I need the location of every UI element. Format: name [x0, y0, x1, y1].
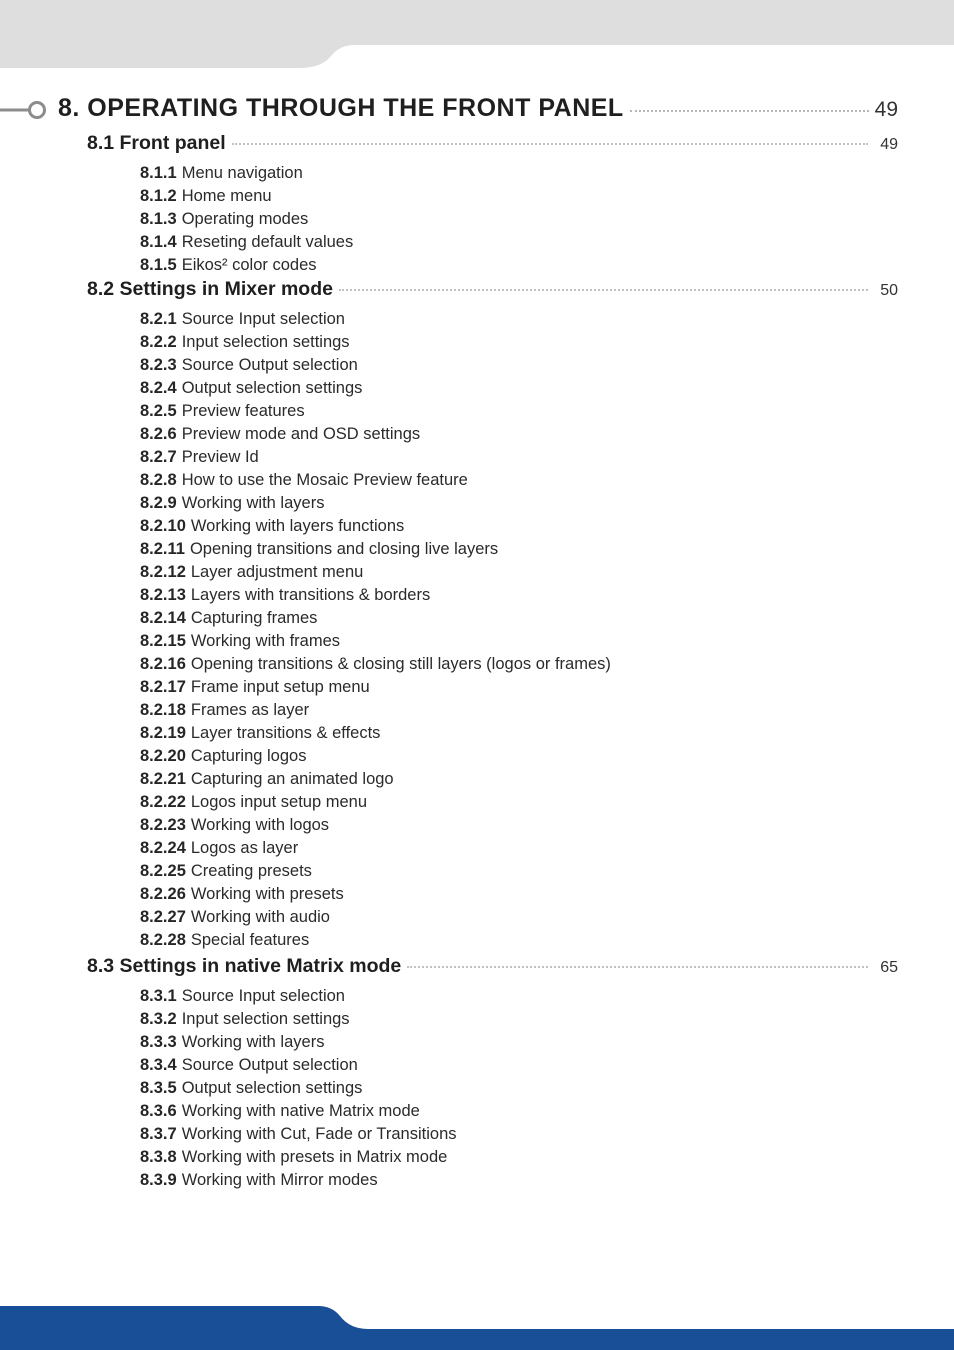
subsection-label: Working with presets in Matrix mode	[181, 1148, 448, 1166]
subsection-number: 8.2.2	[140, 333, 177, 351]
subsection-number: 8.2.18	[140, 701, 186, 719]
subsection-entry[interactable]	[140, 377, 898, 400]
subsection-number: 8.2.20	[140, 747, 186, 765]
subsection-number: 8.2.5	[140, 402, 177, 420]
section-heading-row[interactable]	[87, 132, 898, 162]
subsection-label: Opening transitions and closing live layers	[189, 540, 499, 558]
section-heading-row[interactable]	[87, 278, 898, 308]
subsection-number: 8.2.23	[140, 816, 186, 834]
subsection-number: 8.3.2	[140, 1010, 177, 1028]
subsection-number: 8.3.6	[140, 1102, 177, 1120]
section-title: 8.3 Settings in native Matrix mode	[87, 955, 402, 977]
subsection-label: Output selection settings	[181, 379, 363, 397]
subsection-number: 8.3.8	[140, 1148, 177, 1166]
chapter-page-number: 49	[874, 98, 898, 121]
subsection-label: Working with layers	[181, 494, 325, 512]
subsection-entry[interactable]	[140, 791, 898, 814]
subsection-label: Preview Id	[181, 448, 259, 466]
subsection-number: 8.2.25	[140, 862, 186, 880]
subsection-entry[interactable]	[140, 745, 898, 768]
subsection-entry[interactable]	[140, 208, 898, 231]
subsection-entry[interactable]	[140, 814, 898, 837]
chapter-title: 8. OPERATING THROUGH THE FRONT PANEL	[58, 94, 624, 122]
dot-leader	[630, 110, 869, 112]
subsection-entry[interactable]	[140, 653, 898, 676]
subsection-number: 8.2.3	[140, 356, 177, 374]
section-heading-row[interactable]	[87, 955, 898, 985]
subsection-label: Working with frames	[190, 632, 341, 650]
subsection-entry[interactable]	[140, 860, 898, 883]
subsection-label: Working with layers functions	[190, 517, 405, 535]
subsection-number: 8.2.7	[140, 448, 177, 466]
subsection-label: Working with presets	[190, 885, 344, 903]
subsection-number: 8.1.5	[140, 256, 177, 274]
subsection-number: 8.1.4	[140, 233, 177, 251]
dot-leader	[232, 143, 869, 145]
subsection-entry[interactable]	[140, 1169, 898, 1192]
subsection-entry[interactable]	[140, 607, 898, 630]
subsection-number: 8.2.6	[140, 425, 177, 443]
chapter-marker-icon	[0, 99, 48, 121]
subsection-entry[interactable]	[140, 446, 898, 469]
subsection-number: 8.2.13	[140, 586, 186, 604]
subsection-number: 8.2.19	[140, 724, 186, 742]
dot-leader	[407, 966, 868, 968]
subsection-label: Opening transitions & closing still layers (logos or frames)	[190, 655, 611, 673]
subsection-label: Menu navigation	[181, 164, 303, 182]
subsection-entry[interactable]	[140, 883, 898, 906]
subsection-label: Eikos² color codes	[181, 256, 317, 274]
subsection-entry[interactable]	[140, 1077, 898, 1100]
subsection-label: Output selection settings	[181, 1079, 363, 1097]
section-page-number: 50	[880, 282, 898, 299]
subsection-number: 8.2.15	[140, 632, 186, 650]
subsection-entry[interactable]	[140, 515, 898, 538]
subsection-entry[interactable]	[140, 469, 898, 492]
subsection-label: Working with Cut, Fade or Transitions	[181, 1125, 457, 1143]
subsection-label: Working with layers	[181, 1033, 325, 1051]
subsection-entry[interactable]	[140, 929, 898, 952]
subsection-label: Working with logos	[190, 816, 330, 834]
subsection-label: Home menu	[181, 187, 272, 205]
subsection-number: 8.1.2	[140, 187, 177, 205]
table-of-contents	[87, 132, 898, 1192]
subsection-number: 8.1.1	[140, 164, 177, 182]
subsection-number: 8.3.9	[140, 1171, 177, 1189]
subsection-label: Frames as layer	[190, 701, 310, 719]
subsection-entry[interactable]	[140, 985, 898, 1008]
subsection-entry[interactable]	[140, 630, 898, 653]
subsection-entry[interactable]	[140, 584, 898, 607]
subsection-number: 8.2.28	[140, 931, 186, 949]
subsection-label: Operating modes	[181, 210, 309, 228]
subsection-label: Preview mode and OSD settings	[181, 425, 421, 443]
subsection-number: 8.1.3	[140, 210, 177, 228]
subsection-label: Capturing frames	[190, 609, 318, 627]
subsection-entry[interactable]	[140, 185, 898, 208]
header-band	[0, 0, 954, 70]
subsection-number: 8.3.3	[140, 1033, 177, 1051]
subsection-number: 8.3.5	[140, 1079, 177, 1097]
subsection-entry[interactable]	[140, 676, 898, 699]
subsection-label: Source Output selection	[181, 1056, 358, 1074]
subsection-number: 8.2.24	[140, 839, 186, 857]
subsection-label: Layers with transitions & borders	[190, 586, 431, 604]
subsection-number: 8.2.12	[140, 563, 186, 581]
subsection-label: Input selection settings	[181, 1010, 350, 1028]
subsection-label: Working with native Matrix mode	[181, 1102, 420, 1120]
subsection-entry[interactable]	[140, 538, 898, 561]
subsection-number: 8.2.17	[140, 678, 186, 696]
subsection-entry[interactable]	[140, 254, 898, 277]
subsection-list	[140, 308, 898, 952]
section-page-number: 65	[880, 959, 898, 976]
subsection-number: 8.2.9	[140, 494, 177, 512]
subsection-entry[interactable]	[140, 722, 898, 745]
subsection-number: 8.2.14	[140, 609, 186, 627]
section-page-number: 49	[880, 136, 898, 153]
subsection-entry[interactable]	[140, 1100, 898, 1123]
subsection-number: 8.3.4	[140, 1056, 177, 1074]
subsection-entry[interactable]	[140, 400, 898, 423]
subsection-label: Capturing an animated logo	[190, 770, 394, 788]
subsection-label: Source Input selection	[181, 987, 345, 1005]
subsection-label: Creating presets	[190, 862, 312, 880]
subsection-entry[interactable]	[140, 492, 898, 515]
subsection-label: Working with audio	[190, 908, 330, 926]
subsection-label: Logos as layer	[190, 839, 299, 857]
subsection-number: 8.2.21	[140, 770, 186, 788]
subsection-entry[interactable]	[140, 768, 898, 791]
subsection-entry[interactable]	[140, 354, 898, 377]
subsection-label: Layer adjustment menu	[190, 563, 364, 581]
subsection-number: 8.3.7	[140, 1125, 177, 1143]
subsection-entry[interactable]	[140, 231, 898, 254]
subsection-list	[140, 162, 898, 277]
subsection-label: Input selection settings	[181, 333, 350, 351]
footer-band	[0, 1300, 954, 1350]
subsection-entry[interactable]	[140, 1054, 898, 1077]
subsection-entry[interactable]	[140, 308, 898, 331]
subsection-number: 8.2.11	[140, 540, 185, 558]
section-title: 8.1 Front panel	[87, 132, 226, 154]
subsection-number: 8.2.26	[140, 885, 186, 903]
subsection-entry[interactable]	[140, 162, 898, 185]
subsection-entry[interactable]	[140, 906, 898, 929]
subsection-label: Special features	[190, 931, 310, 949]
subsection-number: 8.2.4	[140, 379, 177, 397]
subsection-number: 8.2.8	[140, 471, 177, 489]
subsection-number: 8.2.27	[140, 908, 186, 926]
subsection-label: Reseting default values	[181, 233, 354, 251]
dot-leader	[339, 289, 868, 291]
subsection-label: Capturing logos	[190, 747, 307, 765]
subsection-list	[140, 985, 898, 1192]
subsection-label: Logos input setup menu	[190, 793, 368, 811]
section-title: 8.2 Settings in Mixer mode	[87, 278, 333, 300]
subsection-entry[interactable]	[140, 1146, 898, 1169]
subsection-label: Preview features	[181, 402, 305, 420]
subsection-entry[interactable]	[140, 331, 898, 354]
subsection-number: 8.2.22	[140, 793, 186, 811]
subsection-number: 8.3.1	[140, 987, 177, 1005]
subsection-label: Source Input selection	[181, 310, 345, 328]
subsection-entry[interactable]	[140, 699, 898, 722]
subsection-entry[interactable]	[140, 561, 898, 584]
subsection-number: 8.2.10	[140, 517, 186, 535]
subsection-label: Layer transitions & effects	[190, 724, 381, 742]
subsection-number: 8.2.1	[140, 310, 177, 328]
subsection-label: Working with Mirror modes	[181, 1171, 378, 1189]
subsection-entry[interactable]	[140, 1008, 898, 1031]
subsection-entry[interactable]	[140, 837, 898, 860]
subsection-entry[interactable]	[140, 1123, 898, 1146]
subsection-label: Source Output selection	[181, 356, 358, 374]
subsection-entry[interactable]	[140, 423, 898, 446]
subsection-entry[interactable]	[140, 1031, 898, 1054]
subsection-label: Frame input setup menu	[190, 678, 370, 696]
chapter-heading-row[interactable]	[58, 94, 898, 126]
subsection-number: 8.2.16	[140, 655, 186, 673]
subsection-label: How to use the Mosaic Preview feature	[181, 471, 468, 489]
